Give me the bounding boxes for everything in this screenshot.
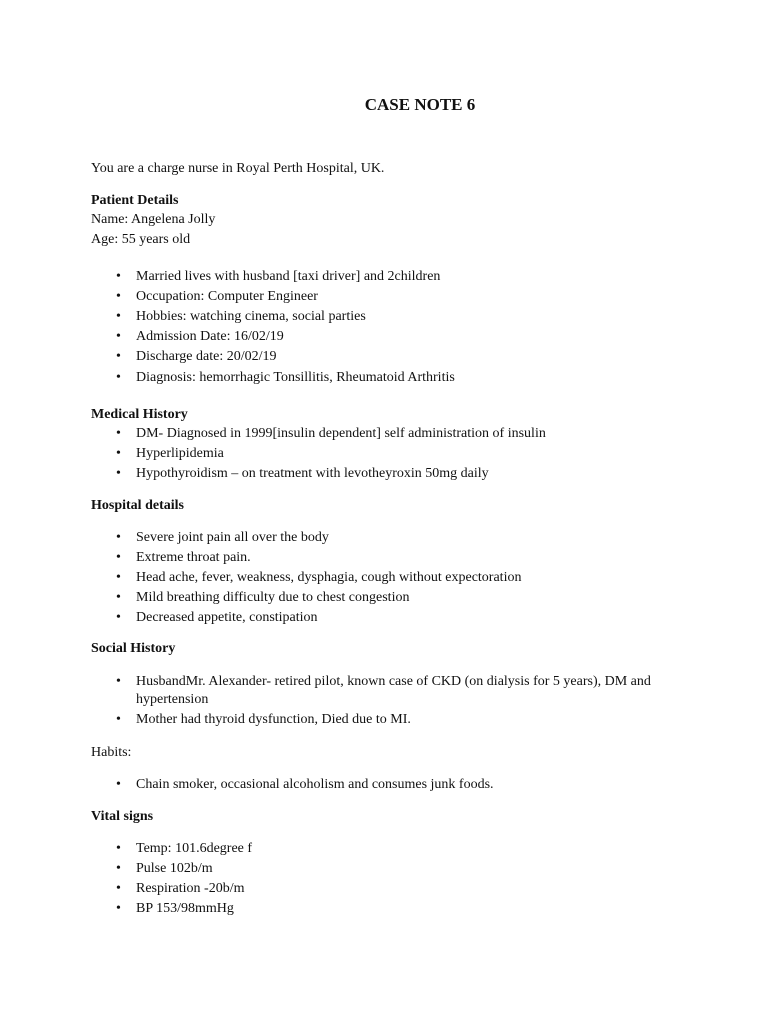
vital-signs-list bbox=[91, 840, 252, 918]
list-item: • Pulse 102b/m bbox=[91, 860, 252, 878]
patient-details-heading: Patient Details bbox=[91, 193, 179, 208]
list-item: • Occupation: Computer Engineer bbox=[91, 288, 455, 306]
list-item: • Mild breathing difficulty due to chest congestion bbox=[91, 589, 521, 607]
list-item bbox=[91, 673, 656, 709]
list-item: • Discharge date: 20/02/19 bbox=[91, 348, 455, 366]
list-item: • Extreme throat pain. bbox=[91, 549, 521, 567]
medical-history-heading: Medical History bbox=[91, 407, 188, 422]
list-item: • Chain smoker, occasional alcoholism and consumes junk foods. bbox=[91, 776, 494, 794]
patient-name: Name: Angelena Jolly bbox=[91, 212, 216, 227]
hospital-details-list bbox=[91, 529, 521, 627]
patient-age: Age: 55 years old bbox=[91, 232, 191, 247]
list-item: • Head ache, fever, weakness, dysphagia, cough without expectoration bbox=[91, 569, 521, 587]
list-item: • Respiration -20b/m bbox=[91, 880, 252, 898]
list-item: • BP 153/98mmHg bbox=[91, 900, 252, 918]
list-item: • DM- Diagnosed in 1999[insulin dependent] self administration of insulin bbox=[91, 425, 546, 443]
list-item: • Hyperlipidemia bbox=[91, 445, 546, 463]
page-title: CASE NOTE 6 bbox=[364, 95, 476, 114]
patient-details-list bbox=[91, 268, 455, 387]
list-item: • Severe joint pain all over the body bbox=[91, 529, 521, 547]
list-item: • Decreased appetite, constipation bbox=[91, 609, 521, 627]
list-item: • Mother had thyroid dysfunction, Died due to MI. bbox=[91, 711, 656, 729]
social-history-list bbox=[91, 673, 656, 729]
intro-text: You are a charge nurse in Royal Perth Hospital, UK. bbox=[91, 161, 385, 176]
list-item: • Admission Date: 16/02/19 bbox=[91, 328, 455, 346]
hospital-details-heading: Hospital details bbox=[91, 498, 184, 513]
list-item-text: HusbandMr. Alexander- retired pilot, known case of CKD (on dialysis for 5 years), DM and hypertension bbox=[136, 674, 651, 707]
medical-history-list bbox=[91, 425, 546, 483]
list-item: • Hypothyroidism – on treatment with levotheyroxin 50mg daily bbox=[91, 465, 546, 483]
habits-list bbox=[91, 776, 494, 794]
list-item: • Diagnosis: hemorrhagic Tonsillitis, Rheumatoid Arthritis bbox=[91, 369, 455, 387]
habits-heading: Habits: bbox=[91, 745, 132, 760]
vital-signs-heading: Vital signs bbox=[91, 809, 154, 824]
list-item: • Married lives with husband [taxi driver] and 2children bbox=[91, 268, 455, 286]
list-item: • Temp: 101.6degree f bbox=[91, 840, 252, 858]
social-history-heading: Social History bbox=[91, 641, 176, 656]
list-item: • Hobbies: watching cinema, social parties bbox=[91, 308, 455, 326]
